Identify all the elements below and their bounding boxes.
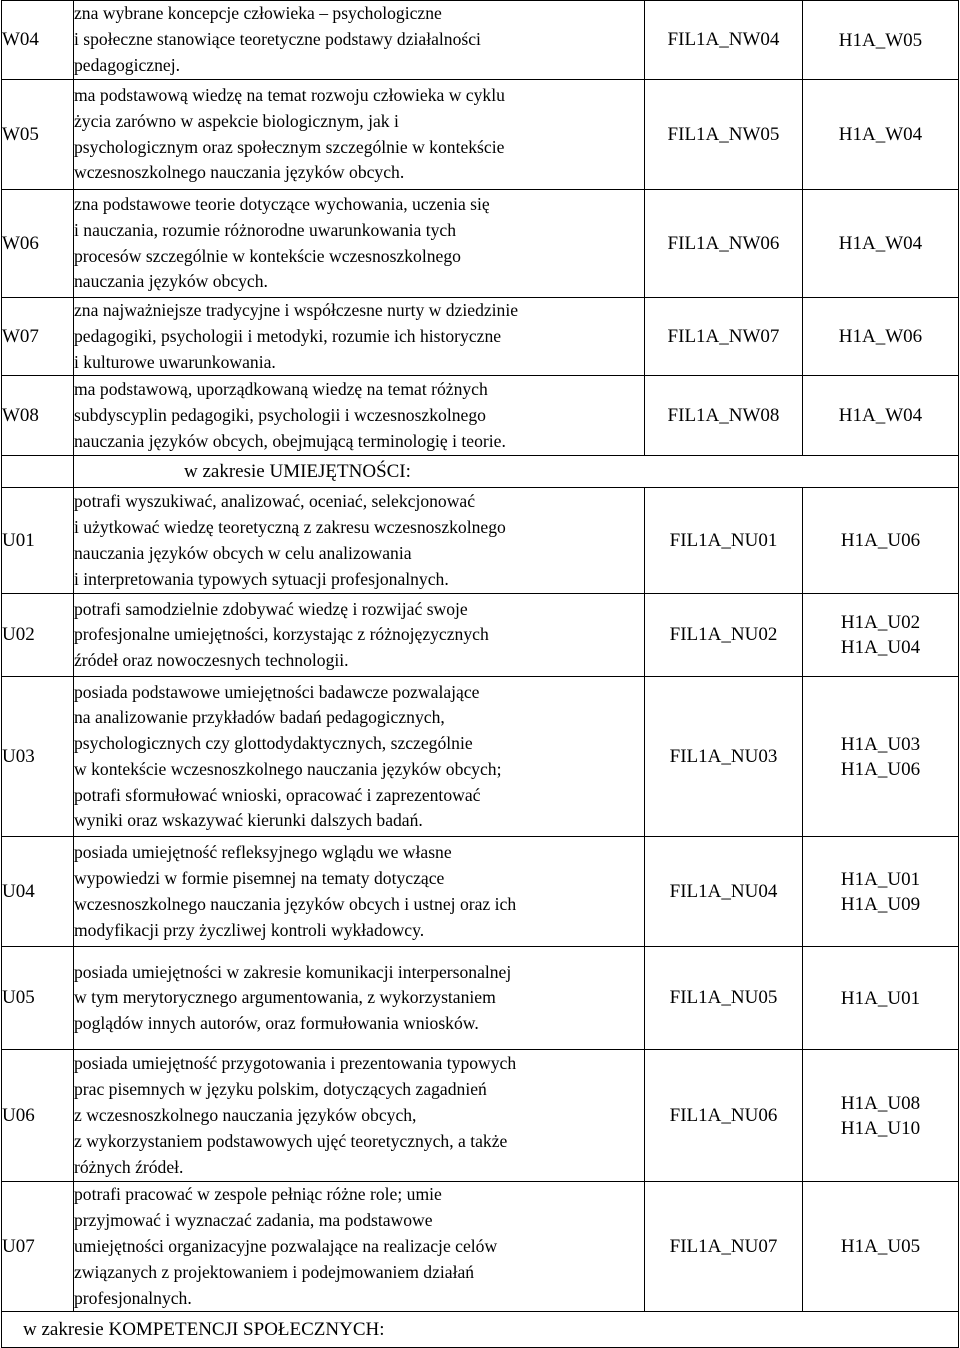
outcome-code: U04 <box>2 837 74 947</box>
outcome-code: U02 <box>2 594 74 677</box>
area-outcome-code: H1A_U08 H1A_U10 <box>803 1050 959 1182</box>
table-row <box>2 947 959 1050</box>
area-outcome-code: H1A_U06 <box>803 488 959 594</box>
table-row <box>2 80 959 190</box>
field-outcome-code: FIL1A_NW05 <box>645 80 803 190</box>
field-outcome-code: FIL1A_NW04 <box>645 1 803 80</box>
area-outcome-code: H1A_U01 H1A_U09 <box>803 837 959 947</box>
outcome-description: zna najważniejsze tradycyjne i współczesne nurty w dziedzinie pedagogiki, psychologii i metodyki, rozumie ich historyczne i kulturowe uwarunkowania. <box>74 298 645 376</box>
field-outcome-code: FIL1A_NW07 <box>645 298 803 376</box>
field-outcome-code: FIL1A_NW08 <box>645 376 803 456</box>
area-outcome-code: H1A_W04 <box>803 80 959 190</box>
outcome-description: zna podstawowe teorie dotyczące wychowania, uczenia się i nauczania, rozumie różnorodne uwarunkowania tych procesów szczególnie w kontekście wczesnoszkolnego nauczania języków obcych. <box>74 190 645 298</box>
section-title: w zakresie UMIEJĘTNOŚCI: <box>74 456 959 488</box>
area-outcome-code: H1A_U05 <box>803 1182 959 1312</box>
outcome-code: W04 <box>2 1 74 80</box>
area-outcome-code: H1A_U01 <box>803 947 959 1050</box>
section-header-competence <box>2 1312 959 1348</box>
outcome-description: potrafi samodzielnie zdobywać wiedzę i rozwijać swoje profesjonalne umiejętności, korzystając z różnojęzycznych źródeł oraz nowoczesnych technologii. <box>74 594 645 677</box>
outcome-description: posiada umiejętność przygotowania i prezentowania typowych prac pisemnych w języku polskim, dotyczących zagadnień z wczesnoszkolnego nauczania języków obcych, z wykorzystaniem podstawowych ujęć teoretycznych, a także różnych źródeł. <box>74 1050 645 1182</box>
table-row <box>2 190 959 298</box>
area-outcome-code: H1A_W06 <box>803 298 959 376</box>
table-row <box>2 837 959 947</box>
table-row <box>2 376 959 456</box>
field-outcome-code: FIL1A_NU02 <box>645 594 803 677</box>
outcome-code: U06 <box>2 1050 74 1182</box>
outcome-description: ma podstawową wiedzę na temat rozwoju człowieka w cyklu życia zarówno w aspekcie biologicznym, jak i psychologicznym oraz społecznym szczególnie w kontekście wczesnoszkolnego nauczania języków obcych. <box>74 80 645 190</box>
table-row <box>2 298 959 376</box>
outcome-description: posiada umiejętność refleksyjnego wglądu we własne wypowiedzi w formie pisemnej na tematy dotyczące wczesnoszkolnego nauczania języków obcych i ustnej oraz ich modyfikacji przy życzliwej kontroli wykładowcy. <box>74 837 645 947</box>
outcome-code: W06 <box>2 190 74 298</box>
learning-outcomes-table <box>1 0 959 1348</box>
outcome-code: U03 <box>2 677 74 837</box>
section-title: w zakresie KOMPETENCJI SPOŁECZNYCH: <box>2 1312 959 1348</box>
area-outcome-code: H1A_W05 <box>803 1 959 80</box>
outcome-code: U05 <box>2 947 74 1050</box>
field-outcome-code: FIL1A_NU01 <box>645 488 803 594</box>
outcome-description: posiada umiejętności w zakresie komunikacji interpersonalnej w tym merytorycznego argumentowania, z wykorzystaniem poglądów innych autorów, oraz formułowania wniosków. <box>74 947 645 1050</box>
table-row <box>2 1 959 80</box>
field-outcome-code: FIL1A_NU04 <box>645 837 803 947</box>
outcome-code: W08 <box>2 376 74 456</box>
field-outcome-code: FIL1A_NU06 <box>645 1050 803 1182</box>
table-row <box>2 1050 959 1182</box>
outcome-code: U01 <box>2 488 74 594</box>
outcome-description: potrafi pracować w zespole pełniąc różne role; umie przyjmować i wyznaczać zadania, ma podstawowe umiejętności organizacyjne pozwalające na realizacje celów związanych z projektowaniem i podejmowaniem działań profesjonalnych. <box>74 1182 645 1312</box>
outcome-description: posiada podstawowe umiejętności badawcze pozwalające na analizowanie przykładów badań pedagogicznych, psychologicznych czy glottodydaktycznych, szczególnie w kontekście wczesnoszkolnego nauczania języków obcych; potrafi sformułować wnioski, opracować i zaprezentować wyniki oraz wskazywać kierunki dalszych badań. <box>74 677 645 837</box>
outcome-code: W05 <box>2 80 74 190</box>
area-outcome-code: H1A_W04 <box>803 376 959 456</box>
table-row <box>2 488 959 594</box>
outcome-description: zna wybrane koncepcje człowieka – psychologiczne i społeczne stanowiące teoretyczne podstawy działalności pedagogicznej. <box>74 1 645 80</box>
outcome-description: ma podstawową, uporządkowaną wiedzę na temat różnych subdyscyplin pedagogiki, psychologii i wczesnoszkolnego nauczania języków obcych, obejmującą terminologię i teorie. <box>74 376 645 456</box>
area-outcome-code: H1A_U02 H1A_U04 <box>803 594 959 677</box>
outcome-code: U07 <box>2 1182 74 1312</box>
area-outcome-code: H1A_W04 <box>803 190 959 298</box>
field-outcome-code: FIL1A_NU07 <box>645 1182 803 1312</box>
field-outcome-code: FIL1A_NW06 <box>645 190 803 298</box>
field-outcome-code: FIL1A_NU03 <box>645 677 803 837</box>
section-header-skills <box>2 456 959 488</box>
table-row <box>2 594 959 677</box>
area-outcome-code: H1A_U03 H1A_U06 <box>803 677 959 837</box>
outcome-description: potrafi wyszukiwać, analizować, oceniać, selekcjonować i użytkować wiedzę teoretyczną z zakresu wczesnoszkolnego nauczania języków obcych w celu analizowania i interpretowania typowych sytuacji profesjonalnych. <box>74 488 645 594</box>
table-row <box>2 1182 959 1312</box>
outcome-code: W07 <box>2 298 74 376</box>
field-outcome-code: FIL1A_NU05 <box>645 947 803 1050</box>
table-row <box>2 677 959 837</box>
